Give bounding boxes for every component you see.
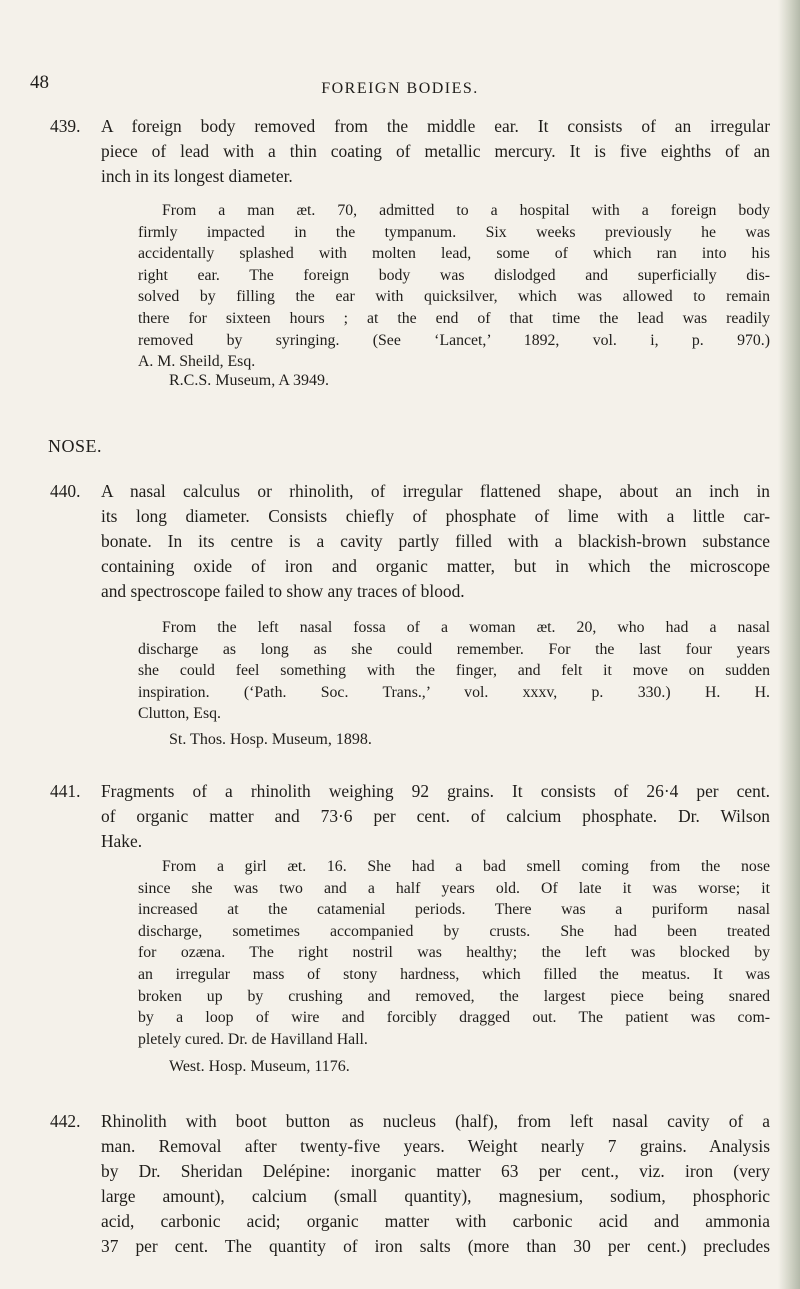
- description-line: and spectroscope failed to show any traces of blood.: [101, 581, 465, 601]
- description-line: A foreign body removed from the middle ear. It consists of an irregular: [101, 116, 770, 136]
- note-line: From the left nasal fossa of a woman æt. 20, who had a nasal: [162, 619, 770, 636]
- note-line: inspiration. (‘Path. Soc. Trans.,’ vol. xxxv, p. 330.) H. H.: [138, 683, 770, 701]
- description-line: piece of lead with a thin coating of metallic mercury. It is five eighths of an: [101, 141, 770, 161]
- description-line: 37 per cent. The quantity of iron salts (more than 30 per cent.) precludes: [101, 1236, 770, 1256]
- section-heading: NOSE.: [48, 436, 103, 456]
- entry-number: 442.: [50, 1111, 81, 1131]
- note-line: increased at the catamenial periods. There was a puriform nasal: [138, 901, 770, 919]
- note-line: discharge as long as she could remember. For the last four years: [138, 640, 770, 658]
- note-line: discharge, sometimes accompanied by crusts. She had been treated: [138, 922, 770, 940]
- entry-description: [101, 479, 770, 604]
- page-edge-shadow: [778, 0, 800, 1289]
- entry-number: 439.: [50, 116, 81, 136]
- entry-number: 440.: [50, 481, 81, 501]
- museum-reference: St. Thos. Hosp. Museum, 1898.: [169, 731, 372, 748]
- note-line: From a girl æt. 16. She had a bad smell coming from the nose: [162, 858, 770, 875]
- description-line: Fragments of a rhinolith weighing 92 grains. It consists of 26·4 per cent.: [101, 781, 770, 801]
- entry-441: [50, 779, 770, 854]
- entry-442: [50, 1109, 770, 1259]
- entry-note: [138, 617, 770, 725]
- note-line: A. M. Sheild, Esq.: [138, 353, 256, 371]
- entry-439: [50, 114, 770, 189]
- description-line: by Dr. Sheridan Delépine: inorganic matter 63 per cent., viz. iron (very: [101, 1161, 770, 1181]
- note-line: Clutton, Esq.: [138, 705, 221, 723]
- description-line: containing oxide of iron and organic matter, but in which the microscope: [101, 556, 770, 576]
- description-line: its long diameter. Consists chiefly of phosphate of lime with a little car-: [101, 506, 770, 526]
- note-line: for ozæna. The right nostril was healthy; the left was blocked by: [138, 944, 770, 962]
- description-line: Rhinolith with boot button as nucleus (half), from left nasal cavity of a: [101, 1111, 770, 1131]
- note-line: right ear. The foreign body was dislodged and superficially dis-: [138, 266, 770, 284]
- museum-reference: West. Hosp. Museum, 1176.: [169, 1058, 350, 1075]
- entry-note: [138, 856, 770, 1050]
- note-line: an irregular mass of stony hardness, which filled the meatus. It was: [138, 965, 770, 983]
- note-line: pletely cured. Dr. de Havilland Hall.: [138, 1030, 368, 1048]
- note-line: firmly impacted in the tympanum. Six weeks previously he was: [138, 223, 770, 241]
- note-line: broken up by crushing and removed, the largest piece being snared: [138, 987, 770, 1005]
- entry-description: [101, 779, 770, 854]
- entry-note: [138, 200, 770, 373]
- note-line: she could feel something with the finger, and felt it move on sudden: [138, 662, 770, 680]
- entry-number: 441.: [50, 781, 81, 801]
- description-line: bonate. In its centre is a cavity partly filled with a blackish-brown substance: [101, 531, 770, 551]
- running-head: FOREIGN BODIES.: [321, 80, 479, 97]
- description-line: large amount), calcium (small quantity), magnesium, sodium, phosphoric: [101, 1186, 770, 1206]
- entry-description: [101, 1109, 770, 1259]
- note-line: accidentally splashed with molten lead, some of which ran into his: [138, 245, 770, 263]
- description-line: Hake.: [101, 831, 143, 851]
- note-line: there for sixteen hours ; at the end of that time the lead was readily: [138, 309, 770, 327]
- description-line: man. Removal after twenty-five years. Weight nearly 7 grains. Analysis: [101, 1136, 770, 1156]
- description-line: of organic matter and 73·6 per cent. of calcium phosphate. Dr. Wilson: [101, 806, 770, 826]
- entry-440: [50, 479, 770, 604]
- note-line: solved by filling the ear with quicksilver, which was allowed to remain: [138, 288, 770, 306]
- note-line: by a loop of wire and forcibly dragged out. The patient was com-: [138, 1009, 770, 1027]
- description-line: acid, carbonic acid; organic matter with carbonic acid and ammonia: [101, 1211, 770, 1231]
- note-line: From a man æt. 70, admitted to a hospital with a foreign body: [162, 202, 770, 219]
- description-line: inch in its longest diameter.: [101, 166, 293, 186]
- page-number: 48: [30, 72, 49, 93]
- note-line: since she was two and a half years old. Of late it was worse; it: [138, 879, 770, 897]
- note-line: removed by syringing. (See ‘Lancet,’ 1892, vol. i, p. 970.): [138, 331, 770, 349]
- description-line: A nasal calculus or rhinolith, of irregular flattened shape, about an inch in: [101, 481, 770, 501]
- entry-description: [101, 114, 770, 189]
- museum-reference: R.C.S. Museum, A 3949.: [169, 372, 330, 389]
